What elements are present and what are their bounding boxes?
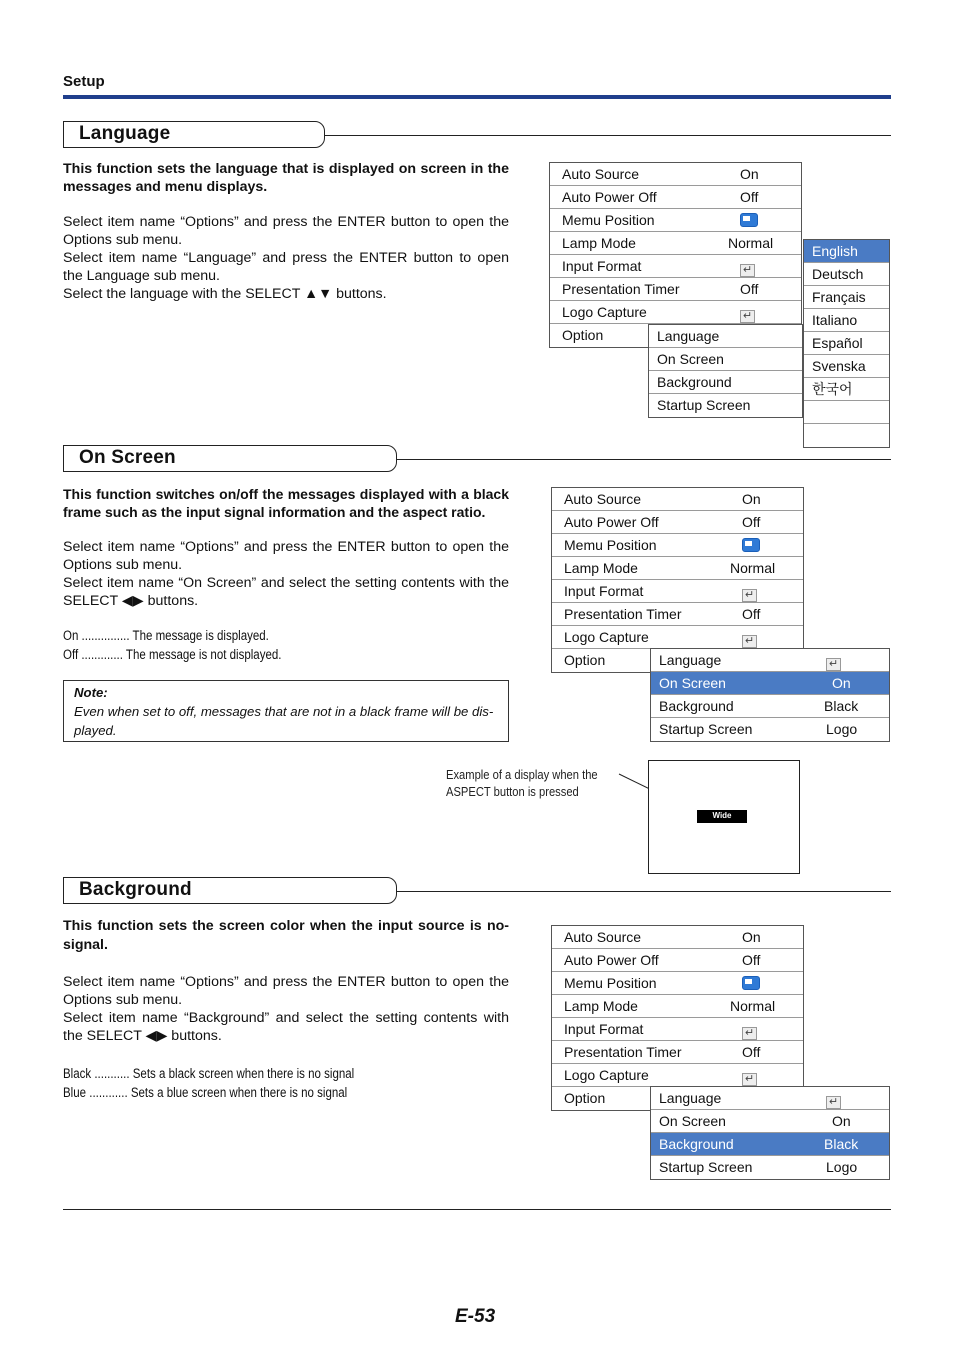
language-option-english[interactable]: English (804, 240, 889, 263)
language-option-espanol[interactable]: Español (804, 332, 889, 355)
menu-item-auto-source[interactable]: Auto Source On (552, 488, 803, 511)
submenu-item-on-screen[interactable]: On Screen On (651, 672, 889, 695)
menu-item-logo-capture[interactable]: Logo Capture ↵ (552, 1064, 803, 1087)
callout-line-1: Example of a display when the (446, 767, 598, 782)
menu-item-logo-capture[interactable]: Logo Capture ↵ (552, 626, 803, 649)
on-screen-steps (63, 538, 509, 610)
background-step-2: Select item name “Background” and select the setting contents with the SELECT ◀▶ buttons. (63, 1010, 509, 1044)
screen-position-icon (742, 538, 760, 552)
language-list (803, 239, 890, 448)
on-screen-option-off: Off ............. The message is not displayed. (63, 647, 282, 662)
section-title-language: Language (63, 121, 325, 148)
enter-icon: ↵ (742, 589, 757, 602)
menu-item-lamp-mode[interactable]: Lamp Mode Normal (552, 995, 803, 1018)
header-rule (63, 95, 891, 99)
submenu-item-startup-screen[interactable]: Startup Screen (657, 397, 751, 413)
language-option-francais[interactable]: Français (804, 286, 889, 309)
menu-item-auto-source[interactable]: Auto Source On (550, 163, 801, 186)
option-submenu-background (650, 1086, 890, 1180)
language-step-3: Select the language with the SELECT ▲▼ buttons. (63, 286, 387, 302)
language-option-empty-1 (804, 401, 889, 424)
note-box (63, 680, 509, 742)
submenu-item-startup-screen[interactable]: Startup Screen Logo (659, 1159, 858, 1175)
enter-icon: ↵ (742, 635, 757, 648)
section-title-background: Background (63, 877, 397, 904)
background-option-black: Black ........... Sets a black screen when there is no signal (63, 1066, 355, 1081)
submenu-item-on-screen[interactable]: On Screen (649, 348, 802, 371)
menu-item-option[interactable]: Option (564, 652, 606, 668)
section-title-on-screen: On Screen (63, 445, 397, 472)
menu-item-input-format[interactable]: Input Format ↵ (552, 580, 803, 603)
note-title: Note: (74, 685, 108, 700)
menu-item-auto-power-off[interactable]: Auto Power Off Off (552, 949, 803, 972)
menu-item-menu-position[interactable]: Memu Position (552, 972, 803, 995)
on-screen-step-2: Select item name “On Screen” and select the setting contents with the SELECT ◀▶ buttons. (63, 575, 509, 609)
language-option-svenska[interactable]: Svenska (804, 355, 889, 378)
header-section-label: Setup (63, 73, 105, 90)
submenu-item-background[interactable]: Background Black (651, 695, 889, 718)
menu-item-auto-source[interactable]: Auto Source On (552, 926, 803, 949)
menu-item-input-format[interactable]: Input Format ↵ (550, 255, 801, 278)
enter-icon: ↵ (740, 310, 755, 323)
background-intro: This function sets the screen color when the input source is no-signal. (63, 918, 509, 953)
page-number: E-53 (455, 1306, 496, 1327)
note-text: Even when set to off, messages that are not in a black frame will be dis-played. (74, 704, 494, 738)
enter-icon: ↵ (740, 264, 755, 277)
submenu-item-startup-screen[interactable]: Startup Screen Logo (659, 721, 858, 737)
language-option-empty-2 (804, 424, 889, 447)
option-submenu-language (648, 324, 803, 418)
menu-item-auto-power-off[interactable]: Auto Power Off Off (550, 186, 801, 209)
enter-icon: ↵ (826, 1096, 841, 1109)
menu-item-presentation-timer[interactable]: Presentation Timer Off (552, 1041, 803, 1064)
menu-item-logo-capture[interactable]: Logo Capture ↵ (550, 301, 801, 324)
enter-icon: ↵ (826, 658, 841, 671)
footer-rule (63, 1209, 891, 1210)
enter-icon: ↵ (742, 1073, 757, 1086)
menu-item-option[interactable]: Option (564, 1090, 606, 1106)
menu-item-menu-position[interactable]: Memu Position (550, 209, 801, 232)
language-option-italiano[interactable]: Italiano (804, 309, 889, 332)
menu-item-input-format[interactable]: Input Format ↵ (552, 1018, 803, 1041)
submenu-item-language[interactable]: Language ↵ (651, 1087, 889, 1110)
submenu-item-language[interactable]: Language (649, 325, 802, 348)
section-rule-background (397, 891, 891, 892)
menu-item-presentation-timer[interactable]: Presentation Timer Off (550, 278, 801, 301)
main-menu-background (551, 925, 804, 1111)
menu-item-option[interactable]: Option (562, 327, 604, 343)
menu-item-lamp-mode[interactable]: Lamp Mode Normal (550, 232, 801, 255)
on-screen-option-on: On ............... The message is displayed. (63, 628, 269, 643)
language-option-korean[interactable]: 한국어 (804, 378, 889, 401)
submenu-item-background[interactable]: Background (649, 371, 802, 394)
section-rule-language (325, 135, 891, 136)
language-steps (63, 213, 509, 303)
option-submenu-on-screen (650, 648, 890, 742)
callout-line-2: ASPECT button is pressed (446, 784, 579, 799)
menu-item-auto-power-off[interactable]: Auto Power Off Off (552, 511, 803, 534)
language-option-deutsch[interactable]: Deutsch (804, 263, 889, 286)
submenu-item-on-screen[interactable]: On Screen On (651, 1110, 889, 1133)
submenu-item-background[interactable]: Background Black (651, 1133, 889, 1156)
screen-position-icon (740, 213, 758, 227)
enter-icon: ↵ (742, 1027, 757, 1040)
menu-item-menu-position[interactable]: Memu Position (552, 534, 803, 557)
menu-item-lamp-mode[interactable]: Lamp Mode Normal (552, 557, 803, 580)
wide-badge: Wide (697, 810, 747, 823)
screen-position-icon (742, 976, 760, 990)
submenu-item-language[interactable]: Language ↵ (651, 649, 889, 672)
language-intro: This function sets the language that is displayed on screen in the messages and menu displays. (63, 161, 509, 195)
menu-item-presentation-timer[interactable]: Presentation Timer Off (552, 603, 803, 626)
main-menu-language (549, 162, 802, 348)
language-step-1: Select item name “Options” and press the ENTER button to open the Options sub menu. (63, 214, 509, 248)
background-steps (63, 973, 509, 1045)
background-option-blue: Blue ............ Sets a blue screen when there is no signal (63, 1085, 348, 1100)
main-menu-on-screen (551, 487, 804, 673)
background-step-1: Select item name “Options” and press the ENTER button to open the Options sub menu. (63, 974, 509, 1008)
on-screen-intro: This function switches on/off the messages displayed with a black frame such as the input signal information and the aspect ratio. (63, 486, 509, 520)
language-step-2: Select item name “Language” and press the ENTER button to open the Language sub menu. (63, 250, 509, 284)
on-screen-step-1: Select item name “Options” and press the ENTER button to open the Options sub menu. (63, 539, 509, 573)
section-rule-on-screen (397, 459, 891, 460)
